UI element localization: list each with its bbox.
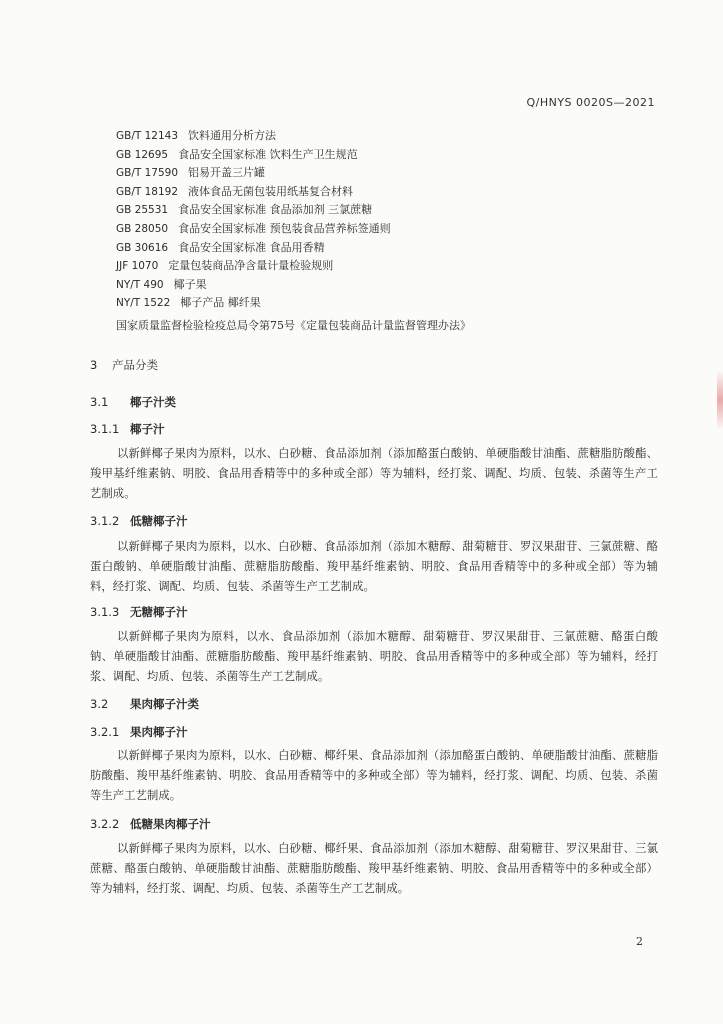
subsection-heading bbox=[90, 513, 188, 529]
reference-title: 饮料通用分析方法 bbox=[188, 129, 277, 142]
section-number: 3.2 bbox=[90, 697, 109, 711]
reference-item bbox=[116, 276, 676, 295]
reference-code: GB 30616 bbox=[116, 241, 169, 254]
reference-title: 定量包装商品净含量计量检验规则 bbox=[168, 259, 334, 273]
section-number: 3.1.3 bbox=[90, 605, 120, 619]
reference-item bbox=[116, 220, 676, 239]
reference-title: 食品安全国家标准 饮料生产卫生规范 bbox=[178, 147, 358, 161]
reference-item bbox=[116, 201, 676, 220]
seal-edge-mark bbox=[717, 370, 723, 430]
reference-code: GB 25531 bbox=[116, 204, 169, 217]
reference-code: NY/T 490 bbox=[116, 278, 164, 291]
reference-item bbox=[116, 146, 676, 165]
reference-title: 铝易开盖三片罐 bbox=[188, 166, 266, 180]
reference-code: GB 12695 bbox=[116, 148, 169, 161]
reference-code: GB/T 18192 bbox=[116, 185, 179, 198]
section-number: 3.1.1 bbox=[90, 422, 120, 436]
reference-title: 食品安全国家标准 预包装食品营养标签通则 bbox=[178, 221, 391, 235]
subsection-heading bbox=[90, 394, 176, 410]
reference-title: 食品安全国家标准 食品添加剂 三氯蔗糖 bbox=[178, 203, 373, 217]
subsection-heading bbox=[90, 604, 188, 620]
reference-item bbox=[116, 183, 676, 202]
reference-item bbox=[116, 257, 676, 276]
subsection-heading bbox=[90, 816, 211, 832]
paragraph: 以新鲜椰子果肉为原料，以水、食品添加剂（添加木糖醇、甜菊糖苷、罗汉果甜苷、三氯蔗糖、酪蛋白酸钠、单硬脂酸甘油酯、蔗糖脂肪酸酯、羧甲基纤维素钠、明胶、食品用香精等中的多种或全部）等为辅料，经打浆、调配、均质、包装、杀菌等生产工艺制成。 bbox=[90, 630, 658, 683]
section-number: 3 bbox=[90, 358, 98, 372]
section-title: 无糖椰子汁 bbox=[130, 605, 188, 619]
section-title: 果肉椰子汁类 bbox=[130, 697, 199, 711]
paragraph: 以新鲜椰子果肉为原料，以水、白砂糖、椰纤果、食品添加剂（添加木糖醇、甜菊糖苷、罗汉果甜苷、三氯蔗糖、酪蛋白酸钠、单硬脂酸甘油酯、蔗糖脂肪酸酯、羧甲基纤维素钠、明胶、食品用香精等中的多种或全部）等为辅料，经打浆、调配、均质、包装、杀菌等生产工艺制成。 bbox=[90, 842, 658, 895]
section-title: 产品分类 bbox=[112, 358, 158, 372]
subsection-heading bbox=[90, 696, 199, 712]
paragraph: 以新鲜椰子果肉为原料，以水、白砂糖、食品添加剂（添加木糖醇、甜菊糖苷、罗汉果甜苷、三氯蔗糖、酪蛋白酸钠、单硬脂酸甘油酯、蔗糖脂肪酸酯、羧甲基纤维素钠、明胶、食品用香精等中的多种或全部）等为辅料，经打浆、调配、均质、包装、杀菌等生产工艺制成。 bbox=[90, 540, 658, 593]
paragraph: 以新鲜椰子果肉为原料，以水、白砂糖、食品添加剂（添加酪蛋白酸钠、单硬脂酸甘油酯、蔗糖脂肪酸酯、羧甲基纤维素钠、明胶、食品用香精等中的多种或全部）等为辅料，经打浆、调配、均质、包装、杀菌等生产工艺制成。 bbox=[90, 447, 658, 500]
reference-code: GB/T 17590 bbox=[116, 167, 179, 180]
section-number: 3.1.2 bbox=[90, 514, 120, 528]
reference-item bbox=[116, 164, 676, 183]
reference-code: GB/T 12143 bbox=[116, 130, 179, 142]
section-title: 椰子汁类 bbox=[130, 395, 176, 409]
section-heading bbox=[90, 357, 158, 373]
reference-code: JJF 1070 bbox=[116, 260, 159, 273]
normative-references-list bbox=[116, 127, 676, 313]
reference-item bbox=[116, 294, 676, 313]
section-title: 椰子汁 bbox=[130, 422, 165, 436]
reference-title: 椰子果 bbox=[173, 277, 207, 291]
reference-title: 食品安全国家标准 食品用香精 bbox=[178, 240, 325, 254]
reference-code: NY/T 1522 bbox=[116, 297, 171, 310]
reference-title: 液体食品无菌包装用纸基复合材料 bbox=[188, 184, 354, 198]
section-number: 3.2.2 bbox=[90, 817, 120, 831]
subsection-heading bbox=[90, 421, 165, 437]
section-title: 低糖果肉椰子汁 bbox=[130, 817, 211, 831]
paragraph: 以新鲜椰子果肉为原料，以水、白砂糖、椰纤果、食品添加剂（添加酪蛋白酸钠、单硬脂酸甘油酯、蔗糖脂肪酸酯、羧甲基纤维素钠、明胶、食品用香精等中的多种或全部）等为辅料，经打浆、调配、均质、包装、杀菌等生产工艺制成。 bbox=[90, 749, 658, 802]
section-title: 果肉椰子汁 bbox=[130, 725, 188, 739]
section-title: 低糖椰子汁 bbox=[130, 514, 188, 528]
reference-title: 椰子产品 椰纤果 bbox=[180, 296, 261, 310]
page-number: 2 bbox=[636, 935, 643, 948]
subsection-heading bbox=[90, 724, 188, 740]
decree-reference: 国家质量监督检验检疫总局令第75号《定量包装商品计量监督管理办法》 bbox=[116, 319, 471, 332]
reference-code: GB 28050 bbox=[116, 222, 169, 235]
section-number: 3.1 bbox=[90, 395, 109, 409]
standard-code-header: Q/HNYS 0020S—2021 bbox=[526, 96, 655, 109]
reference-item bbox=[116, 239, 676, 258]
section-number: 3.2.1 bbox=[90, 725, 120, 739]
reference-item bbox=[116, 127, 676, 146]
